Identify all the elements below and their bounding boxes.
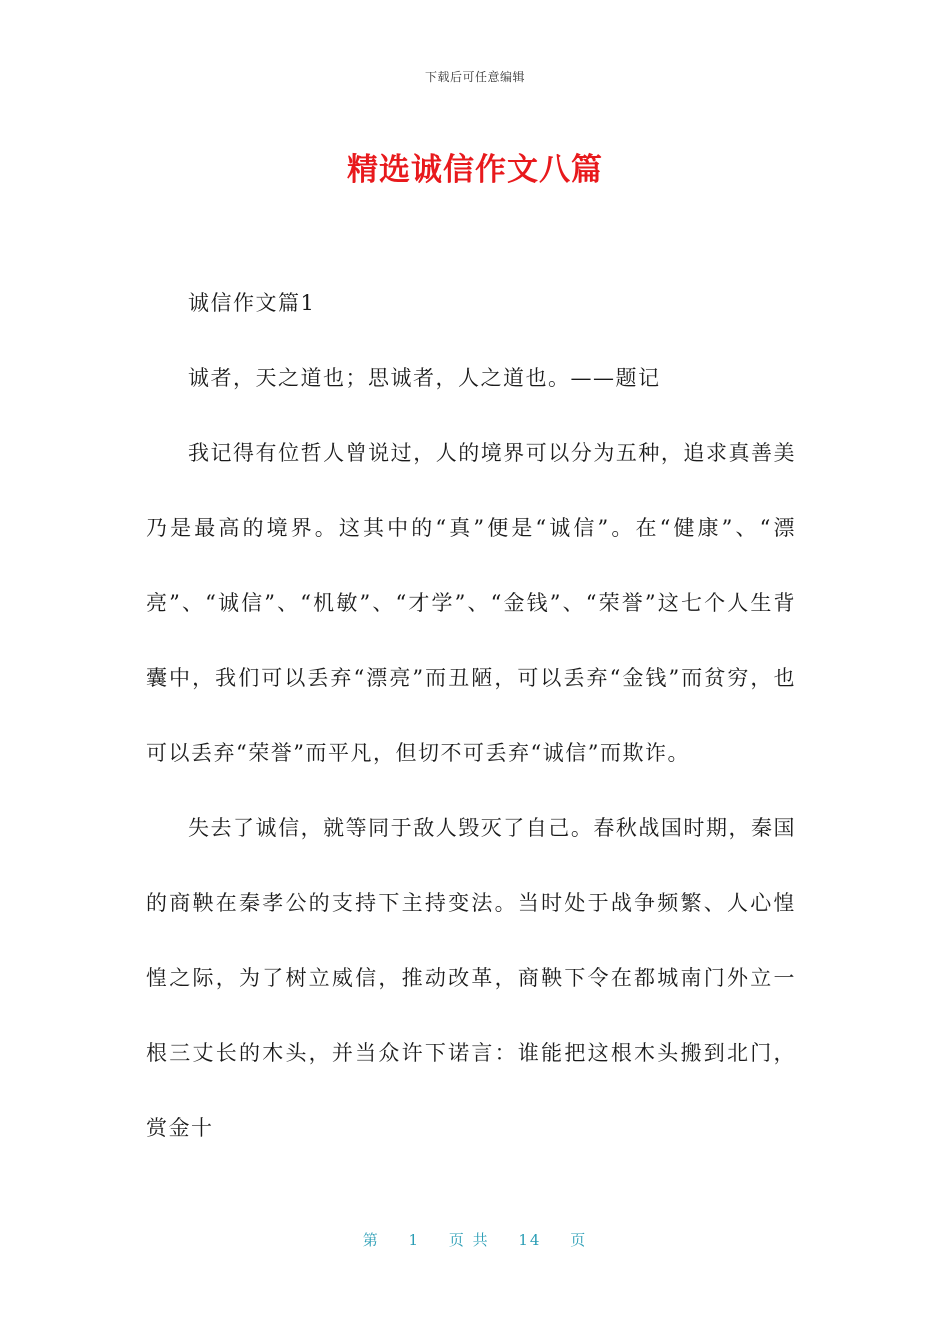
page-footer: [0, 1229, 950, 1250]
document-title: 精选诚信作文八篇: [347, 152, 603, 188]
header-note: 下载后可任意编辑: [424, 70, 525, 84]
body-paragraph: 我记得有位哲人曾说过，人的境界可以分为五种，追求真善美乃是最高的境界。这其中的“真”便是“诚信”。在“健康”、“漂亮”、“诚信”、“机敏”、“才学”、“金钱”、“荣誉”这七个人生背囊中，我们可以丢弃“漂亮”而丑陋，可以丢弃“金钱”而贫穷，也可以丢弃“荣誉”而平凡，但切不可丢弃“诚信”而欺诈。: [146, 441, 796, 765]
section-heading: 诚信作文篇1: [188, 291, 316, 315]
body-paragraph: 失去了诚信，就等同于敌人毁灭了自己。春秋战国时期，秦国的商鞅在秦孝公的支持下主持变法。当时处于战争频繁、人心惶惶之际，为了树立威信，推动改革，商鞅下令在都城南门外立一根三丈长的木头，并当众许下诺言：谁能把这根木头搬到北门，赏金十: [146, 816, 796, 1140]
footer-suffix: 页: [570, 1231, 588, 1249]
footer-middle: 页 共: [448, 1231, 490, 1249]
epigraph-paragraph: 诚者，天之道也；思诚者，人之道也。——题记: [188, 366, 661, 390]
footer-prefix: 第: [362, 1231, 380, 1249]
footer-total-pages: 14: [518, 1231, 542, 1249]
document-body: [146, 266, 796, 1166]
footer-current-page: 1: [408, 1231, 421, 1249]
